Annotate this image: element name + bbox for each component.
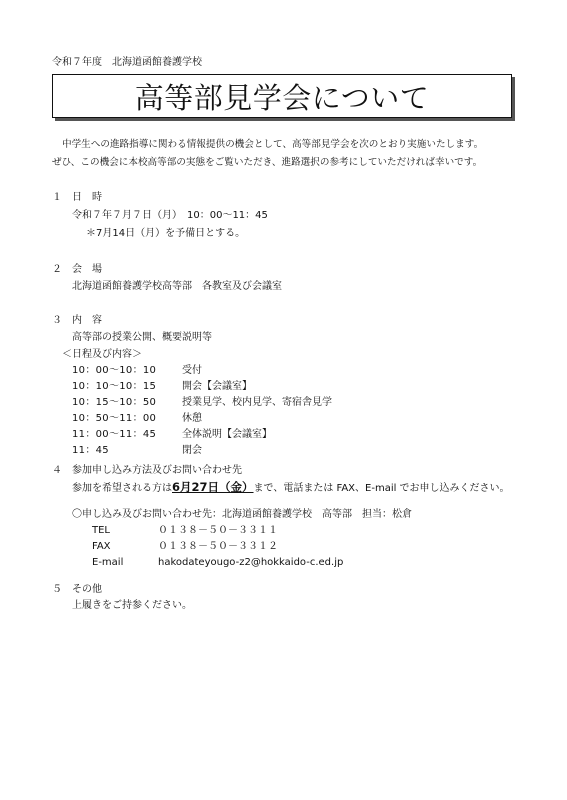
schedule-time: 11：45 bbox=[72, 445, 109, 456]
application-deadline: 6月27日（金） bbox=[172, 480, 254, 494]
contact-value: ０１３８－５０－３３１１ bbox=[158, 525, 278, 536]
schedule-time: 10：50～11：00 bbox=[72, 413, 157, 424]
section-other-line: 上履きをご持参ください。 bbox=[72, 600, 192, 611]
section-other-heading: ５ その他 bbox=[52, 584, 102, 595]
contact-value: ０１３８－５０－３３１２ bbox=[158, 541, 278, 552]
schedule-item: 全体説明【会議室】 bbox=[182, 429, 272, 440]
application-line-post: まで、電話または FAX、E-mail でお申し込みください。 bbox=[253, 483, 510, 494]
application-line-pre: 参加を希望される方は bbox=[72, 483, 172, 494]
schedule-item: 開会【会議室】 bbox=[182, 381, 252, 392]
schedule-time: 10：00～10：10 bbox=[72, 365, 157, 376]
title-box bbox=[52, 74, 512, 118]
section-date-heading: １ 日 時 bbox=[52, 192, 102, 203]
intro-line-1: 中学生への進路指導に関わる情報提供の機会として、高等部見学会を次のとおり実施いたします。 bbox=[62, 139, 484, 150]
section-application-heading: ４ 参加申し込み方法及びお問い合わせ先 bbox=[52, 465, 242, 476]
contact-email-link[interactable]: hakodateyougo-z2@hokkaido-c.ed.jp bbox=[158, 557, 344, 568]
schedule-item: 受付 bbox=[182, 365, 202, 376]
contact-label: E-mail bbox=[92, 557, 124, 568]
section-content-heading: ３ 内 容 bbox=[52, 315, 102, 326]
section-date-note: ＊7月14日（月）を予備日とする。 bbox=[86, 228, 246, 239]
section-venue-heading: ２ 会 場 bbox=[52, 264, 102, 275]
intro-line-2: ぜひ、この機会に本校高等部の実態をご覧いただき、進路選択の参考にしていただければ幸いです。 bbox=[52, 157, 483, 168]
contact-label: TEL bbox=[92, 525, 110, 536]
application-line bbox=[72, 482, 510, 494]
section-content-line: 高等部の授業公開、概要説明等 bbox=[72, 332, 212, 343]
schedule-item: 閉会 bbox=[182, 445, 202, 456]
section-date-line: 令和７年７月７日（月） 10：00～11：45 bbox=[72, 210, 268, 221]
schedule-item: 授業見学、校内見学、寄宿舎見学 bbox=[182, 397, 332, 408]
schedule-time: 10：10～10：15 bbox=[72, 381, 157, 392]
schedule-item: 休憩 bbox=[182, 413, 202, 424]
school-header: 令和７年度 北海道函館養護学校 bbox=[52, 57, 202, 68]
contact-label: FAX bbox=[92, 541, 111, 552]
schedule-label: ＜日程及び内容＞ bbox=[62, 349, 142, 360]
schedule-time: 11：00～11：45 bbox=[72, 429, 157, 440]
contact-title: 〇申し込み及びお問い合わせ先：北海道函館養護学校 高等部 担当：松倉 bbox=[72, 509, 412, 520]
page-title: 高等部見学会について bbox=[134, 80, 430, 115]
schedule-time: 10：15～10：50 bbox=[72, 397, 157, 408]
section-venue-line: 北海道函館養護学校高等部 各教室及び会議室 bbox=[72, 281, 282, 292]
